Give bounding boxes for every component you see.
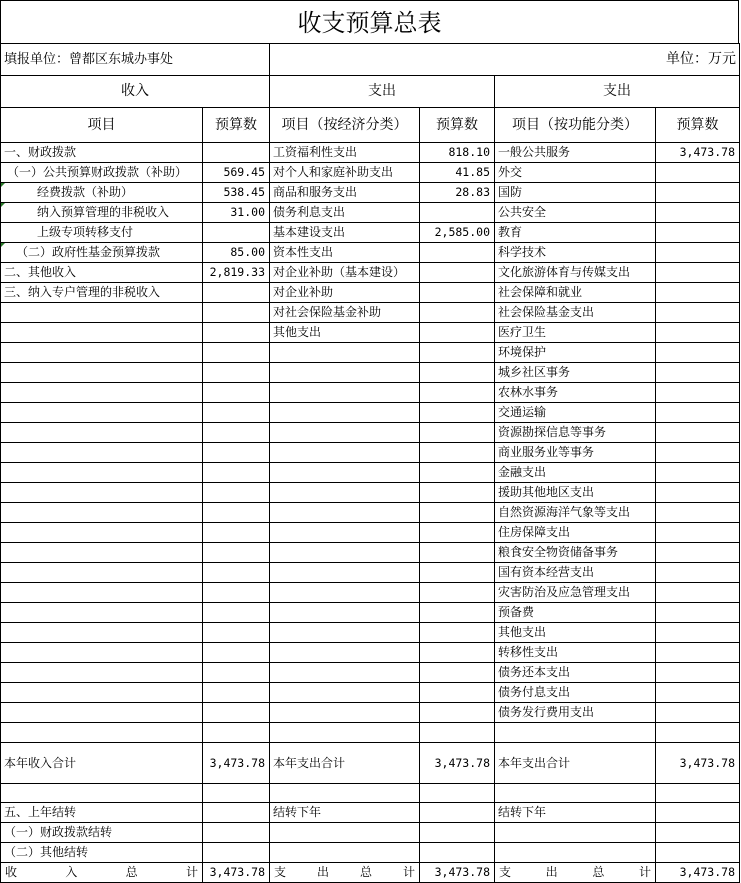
- income-budget-cell: [203, 223, 270, 243]
- income-budget-cell: [203, 683, 270, 703]
- func-item-cell: 社会保障和就业: [495, 283, 656, 303]
- table-row: [1, 363, 740, 383]
- income-item-cell: [1, 683, 203, 703]
- table-row: [1, 303, 740, 323]
- econ-budget-cell: [420, 443, 495, 463]
- func-budget-cell: [656, 563, 740, 583]
- blank-cell: [203, 784, 270, 803]
- func-total-value: 3,473.78: [656, 743, 740, 784]
- func-budget-cell: [656, 263, 740, 283]
- income-budget-cell: [203, 463, 270, 483]
- econ-grand-value: 3,473.78: [420, 863, 495, 883]
- econ-budget-cell: [420, 263, 495, 283]
- econ-item-cell: [270, 603, 420, 623]
- func-budget-cell: [656, 303, 740, 323]
- column-header-row: [1, 108, 740, 143]
- income-item-cell: [1, 623, 203, 643]
- col-budget3-header: 预算数: [656, 108, 740, 143]
- func-item-cell: 粮食安全物资储备事务: [495, 543, 656, 563]
- income-item-cell: [1, 423, 203, 443]
- func-budget-cell: [656, 603, 740, 623]
- func-item-cell: 一般公共服务: [495, 143, 656, 163]
- econ-budget-cell: 28.83: [420, 183, 495, 203]
- econ-budget-cell: [420, 323, 495, 343]
- func-grand-value: 3,473.78: [656, 863, 740, 883]
- org-name: 曾都区东城办事处: [69, 52, 174, 67]
- next-carry-label-econ: 结转下年: [270, 803, 420, 823]
- income-item-cell: [1, 603, 203, 623]
- func-item-cell: 公共安全: [495, 203, 656, 223]
- econ-item-cell: [270, 663, 420, 683]
- func-budget-cell: [656, 483, 740, 503]
- blank-cell: [203, 723, 270, 743]
- income-budget-cell: [203, 303, 270, 323]
- blank-cell: [656, 823, 740, 843]
- totals-row: [1, 743, 740, 784]
- func-item-cell: 社会保险基金支出: [495, 303, 656, 323]
- func-item-cell: 国防: [495, 183, 656, 203]
- func-budget-cell: 3,473.78: [656, 143, 740, 163]
- econ-item-cell: [270, 683, 420, 703]
- func-item-cell: 医疗卫生: [495, 323, 656, 343]
- spacer-row: [1, 784, 740, 803]
- income-grand-value: 3,473.78: [203, 863, 270, 883]
- econ-item-cell: 对社会保险基金补助: [270, 303, 420, 323]
- func-budget-cell: [656, 663, 740, 683]
- income-budget-cell: [203, 543, 270, 563]
- col-econ-header: 项目（按经济分类）: [270, 108, 420, 143]
- table-row: [1, 663, 740, 683]
- income-item-cell: （二）政府性基金预算拨款: [1, 243, 203, 263]
- func-budget-cell: [656, 503, 740, 523]
- func-budget-cell: [656, 343, 740, 363]
- func-budget-cell: [656, 703, 740, 723]
- func-item-cell: 金融支出: [495, 463, 656, 483]
- econ-budget-cell: [420, 383, 495, 403]
- func-budget-cell: [656, 683, 740, 703]
- grand-total-row: [1, 863, 740, 883]
- table-row: [1, 463, 740, 483]
- func-budget-cell: [656, 223, 740, 243]
- econ-budget-cell: 2,585.00: [420, 223, 495, 243]
- col-func-header: 项目（按功能分类）: [495, 108, 656, 143]
- table-row: [1, 403, 740, 423]
- table-row: [1, 643, 740, 663]
- income-total-label: 本年收入合计: [1, 743, 203, 784]
- table-row: [1, 343, 740, 363]
- table-row: [1, 683, 740, 703]
- econ-budget-cell: [420, 603, 495, 623]
- income-budget-cell: [203, 143, 270, 163]
- blank-cell: [495, 784, 656, 803]
- next-carry-label-func: 结转下年: [495, 803, 656, 823]
- table-row: [1, 163, 740, 183]
- func-budget-cell: [656, 583, 740, 603]
- group-header-row: [1, 76, 740, 108]
- econ-budget-cell: [420, 283, 495, 303]
- income-budget-cell: [203, 663, 270, 683]
- func-item-cell: 科学技术: [495, 243, 656, 263]
- func-budget-cell: [656, 323, 740, 343]
- econ-budget-cell: [420, 303, 495, 323]
- econ-item-cell: [270, 383, 420, 403]
- income-budget-cell: [203, 503, 270, 523]
- spacer-row: [1, 723, 740, 743]
- table-row: [1, 703, 740, 723]
- econ-grand-label: 支出总计: [270, 863, 420, 883]
- func-item-cell: 其他支出: [495, 623, 656, 643]
- income-item-cell: [1, 343, 203, 363]
- income-budget-cell: [203, 643, 270, 663]
- func-item-cell: 自然资源海洋气象等支出: [495, 503, 656, 523]
- col-item-header: 项目: [1, 108, 203, 143]
- income-budget-cell: [203, 563, 270, 583]
- func-item-cell: 环境保护: [495, 343, 656, 363]
- econ-budget-cell: [420, 563, 495, 583]
- blank-cell: [420, 823, 495, 843]
- func-budget-cell: [656, 243, 740, 263]
- econ-budget-cell: 818.10: [420, 143, 495, 163]
- econ-item-cell: [270, 643, 420, 663]
- blank-cell: [203, 823, 270, 843]
- income-budget-cell: [203, 403, 270, 423]
- func-item-cell: 住房保障支出: [495, 523, 656, 543]
- table-row: [1, 223, 740, 243]
- income-budget-cell: 569.45: [203, 163, 270, 183]
- info-row: [1, 44, 740, 76]
- econ-item-cell: [270, 623, 420, 643]
- econ-item-cell: [270, 563, 420, 583]
- income-item-cell: [1, 523, 203, 543]
- income-item-cell: 上级专项转移支付: [1, 223, 203, 243]
- income-budget-cell: [203, 363, 270, 383]
- func-budget-cell: [656, 163, 740, 183]
- econ-budget-cell: [420, 703, 495, 723]
- econ-budget-cell: [420, 343, 495, 363]
- func-item-cell: 债务还本支出: [495, 663, 656, 683]
- econ-budget-cell: [420, 543, 495, 563]
- func-budget-cell: [656, 183, 740, 203]
- income-budget-cell: 2,819.33: [203, 263, 270, 283]
- org-label: 填报单位：: [4, 52, 70, 67]
- income-item-cell: 二、其他收入: [1, 263, 203, 283]
- table-row: [1, 243, 740, 263]
- income-item-cell: 三、纳入专户管理的非税收入: [1, 283, 203, 303]
- econ-item-cell: 资本性支出: [270, 243, 420, 263]
- blank-cell: [656, 723, 740, 743]
- func-item-cell: 债务付息支出: [495, 683, 656, 703]
- econ-budget-cell: [420, 403, 495, 423]
- income-item-cell: [1, 443, 203, 463]
- table-row: [1, 543, 740, 563]
- income-item-cell: 一、财政拨款: [1, 143, 203, 163]
- func-item-cell: 教育: [495, 223, 656, 243]
- blank-cell: [420, 803, 495, 823]
- func-item-cell: 商业服务业等事务: [495, 443, 656, 463]
- other-carry-label: （二）其他结转: [1, 843, 203, 863]
- prev-carry-label: 五、上年结转: [1, 803, 203, 823]
- carry-row: [1, 803, 740, 823]
- expense-func-group-header: 支出: [495, 76, 740, 108]
- econ-item-cell: [270, 443, 420, 463]
- income-budget-cell: [203, 443, 270, 463]
- org-cell: [1, 44, 270, 76]
- func-budget-cell: [656, 443, 740, 463]
- blank-cell: [203, 803, 270, 823]
- income-budget-cell: [203, 483, 270, 503]
- func-item-cell: 资源勘探信息等事务: [495, 423, 656, 443]
- income-budget-cell: [203, 603, 270, 623]
- income-item-cell: [1, 583, 203, 603]
- budget-table: [0, 43, 740, 883]
- func-item-cell: 农林水事务: [495, 383, 656, 403]
- econ-item-cell: [270, 503, 420, 523]
- income-item-cell: [1, 463, 203, 483]
- econ-item-cell: [270, 423, 420, 443]
- func-budget-cell: [656, 203, 740, 223]
- econ-total-value: 3,473.78: [420, 743, 495, 784]
- table-row: [1, 583, 740, 603]
- income-budget-cell: 538.45: [203, 183, 270, 203]
- blank-cell: [270, 784, 420, 803]
- func-budget-cell: [656, 403, 740, 423]
- econ-budget-cell: [420, 503, 495, 523]
- income-item-cell: [1, 383, 203, 403]
- func-item-cell: 灾害防治及应急管理支出: [495, 583, 656, 603]
- table-row: [1, 183, 740, 203]
- income-grand-label: 收入总计: [1, 863, 203, 883]
- econ-item-cell: 其他支出: [270, 323, 420, 343]
- func-item-cell: 债务发行费用支出: [495, 703, 656, 723]
- table-row: [1, 323, 740, 343]
- blank-cell: [1, 784, 203, 803]
- table-row: [1, 383, 740, 403]
- income-item-cell: [1, 503, 203, 523]
- income-item-cell: [1, 483, 203, 503]
- unit-label: 单位：万元: [270, 44, 740, 76]
- income-item-cell: [1, 363, 203, 383]
- blank-cell: [656, 784, 740, 803]
- blank-cell: [1, 723, 203, 743]
- table-row: [1, 263, 740, 283]
- income-item-cell: [1, 303, 203, 323]
- income-item-cell: [1, 563, 203, 583]
- econ-budget-cell: [420, 683, 495, 703]
- func-grand-label: 支出总计: [495, 863, 656, 883]
- income-item-cell: 纳入预算管理的非税收入: [1, 203, 203, 223]
- income-item-cell: （一）公共预算财政拨款（补助）: [1, 163, 203, 183]
- col-budget2-header: 预算数: [420, 108, 495, 143]
- econ-item-cell: 工资福利性支出: [270, 143, 420, 163]
- page-title: 收支预算总表: [0, 0, 739, 44]
- func-item-cell: 交通运输: [495, 403, 656, 423]
- income-budget-cell: [203, 523, 270, 543]
- income-budget-cell: [203, 583, 270, 603]
- income-total-value: 3,473.78: [203, 743, 270, 784]
- income-group-header: 收入: [1, 76, 270, 108]
- table-row: [1, 623, 740, 643]
- income-item-cell: [1, 403, 203, 423]
- func-item-cell: 外交: [495, 163, 656, 183]
- func-budget-cell: [656, 423, 740, 443]
- econ-item-cell: 债务利息支出: [270, 203, 420, 223]
- table-row: [1, 563, 740, 583]
- func-item-cell: 城乡社区事务: [495, 363, 656, 383]
- col-budget-header: 预算数: [203, 108, 270, 143]
- func-item-cell: 预备费: [495, 603, 656, 623]
- income-budget-cell: [203, 383, 270, 403]
- table-row: [1, 483, 740, 503]
- carry-sub-row: [1, 823, 740, 843]
- econ-item-cell: [270, 583, 420, 603]
- blank-cell: [495, 823, 656, 843]
- income-budget-cell: [203, 343, 270, 363]
- blank-cell: [495, 723, 656, 743]
- econ-budget-cell: [420, 663, 495, 683]
- econ-item-cell: [270, 363, 420, 383]
- econ-budget-cell: [420, 643, 495, 663]
- income-item-cell: [1, 643, 203, 663]
- func-budget-cell: [656, 643, 740, 663]
- fiscal-carry-label: （一）财政拨款结转: [1, 823, 203, 843]
- func-budget-cell: [656, 383, 740, 403]
- table-row: [1, 603, 740, 623]
- table-row: [1, 423, 740, 443]
- func-item-cell: 转移性支出: [495, 643, 656, 663]
- func-item-cell: 国有资本经营支出: [495, 563, 656, 583]
- econ-item-cell: [270, 703, 420, 723]
- econ-budget-cell: [420, 243, 495, 263]
- func-budget-cell: [656, 623, 740, 643]
- econ-item-cell: [270, 403, 420, 423]
- econ-budget-cell: [420, 483, 495, 503]
- econ-budget-cell: [420, 203, 495, 223]
- blank-cell: [656, 803, 740, 823]
- econ-item-cell: 商品和服务支出: [270, 183, 420, 203]
- expense-econ-group-header: 支出: [270, 76, 495, 108]
- econ-item-cell: [270, 343, 420, 363]
- func-budget-cell: [656, 283, 740, 303]
- econ-item-cell: 对个人和家庭补助支出: [270, 163, 420, 183]
- func-total-label: 本年支出合计: [495, 743, 656, 784]
- econ-item-cell: [270, 523, 420, 543]
- income-budget-cell: [203, 703, 270, 723]
- econ-item-cell: [270, 463, 420, 483]
- table-row: [1, 443, 740, 463]
- blank-cell: [270, 823, 420, 843]
- income-item-cell: [1, 323, 203, 343]
- income-budget-cell: [203, 623, 270, 643]
- blank-cell: [270, 723, 420, 743]
- table-row: [1, 143, 740, 163]
- income-item-cell: [1, 543, 203, 563]
- econ-item-cell: 对企业补助（基本建设）: [270, 263, 420, 283]
- income-item-cell: [1, 663, 203, 683]
- econ-budget-cell: [420, 583, 495, 603]
- table-row: [1, 503, 740, 523]
- econ-total-label: 本年支出合计: [270, 743, 420, 784]
- table-row: [1, 203, 740, 223]
- econ-item-cell: 对企业补助: [270, 283, 420, 303]
- econ-item-cell: [270, 483, 420, 503]
- income-item-cell: [1, 703, 203, 723]
- econ-budget-cell: 41.85: [420, 163, 495, 183]
- func-item-cell: 文化旅游体育与传媒支出: [495, 263, 656, 283]
- income-budget-cell: [203, 283, 270, 303]
- blank-cell: [420, 784, 495, 803]
- econ-budget-cell: [420, 523, 495, 543]
- func-budget-cell: [656, 523, 740, 543]
- econ-item-cell: [270, 543, 420, 563]
- func-budget-cell: [656, 463, 740, 483]
- table-row: [1, 283, 740, 303]
- econ-item-cell: 基本建设支出: [270, 223, 420, 243]
- econ-budget-cell: [420, 423, 495, 443]
- func-item-cell: 援助其他地区支出: [495, 483, 656, 503]
- income-budget-cell: 31.00: [203, 203, 270, 223]
- econ-budget-cell: [420, 463, 495, 483]
- econ-budget-cell: [420, 623, 495, 643]
- econ-budget-cell: [420, 363, 495, 383]
- table-row: [1, 523, 740, 543]
- func-budget-cell: [656, 363, 740, 383]
- income-budget-cell: 85.00: [203, 243, 270, 263]
- blank-cell: [420, 723, 495, 743]
- func-budget-cell: [656, 543, 740, 563]
- income-budget-cell: [203, 423, 270, 443]
- income-item-cell: 经费拨款（补助）: [1, 183, 203, 203]
- income-budget-cell: [203, 323, 270, 343]
